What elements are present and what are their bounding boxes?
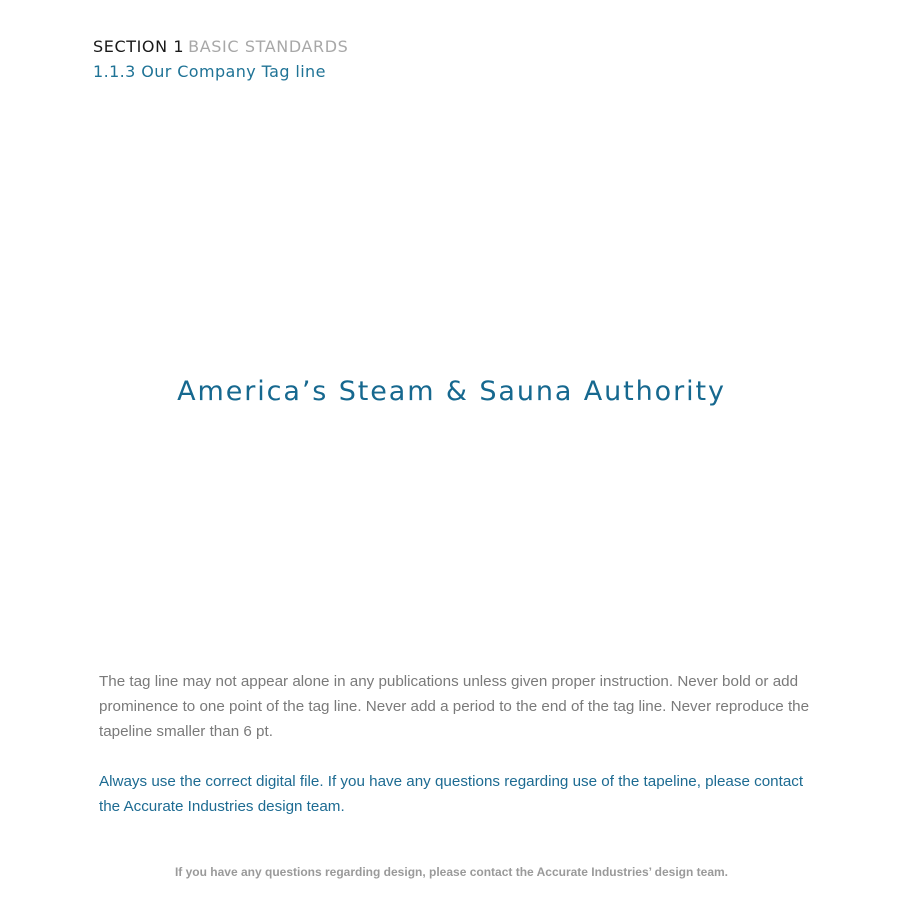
company-tagline: America’s Steam & Sauna Authority [177,376,726,407]
subsection-title: 1.1.3 Our Company Tag line [93,62,326,81]
section-title: BASIC STANDARDS [188,37,349,56]
page-header [93,36,348,83]
section-heading [93,36,348,58]
usage-rules-paragraph: The tag line may not appear alone in any publications unless given proper instruction. Never bold or add prominence to one point of the tag line. Never add a period to the end of the tag line. Never reproduce the tapeline smaller than 6 pt. [99,673,810,740]
page-footer: If you have any questions regarding design, please contact the Accurate Industries’ design team. [174,865,729,879]
contact-paragraph: Always use the correct digital file. If you have any questions regarding use of the tapeline, please contact the Accurate Industries design team. [99,773,804,815]
section-label: SECTION 1 [93,37,185,56]
